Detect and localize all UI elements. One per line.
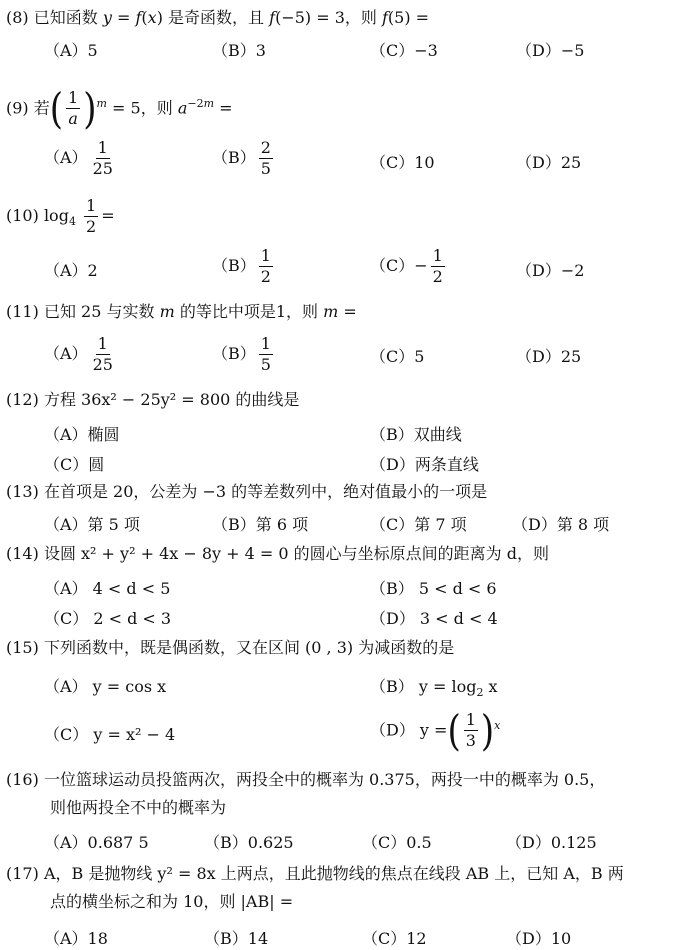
option-b: （B） $\frac{1}{5}$ xyxy=(212,334,271,374)
question-12-stem: (12) 方程 36x² − 25y² = 800 的曲线是 xyxy=(6,390,300,409)
question-9-stem: (9) 若( $\frac{1}{a}$ )$^m$ = 5，则 $a^{-2m}$ = xyxy=(6,83,233,134)
option-c: （C） 2 < d < 3 xyxy=(44,609,172,628)
question-number: (10) xyxy=(6,206,39,225)
option-d: （D）两条直线 xyxy=(370,455,479,474)
option-d: （D）−5 xyxy=(516,41,585,60)
question-number: (11) xyxy=(6,302,39,321)
option-b: （B） $\frac{1}{2}$ xyxy=(212,246,271,286)
option-d: （D）0.125 xyxy=(506,833,597,852)
option-d: （D）10 xyxy=(506,929,572,948)
option-a: （A） y = cos x xyxy=(44,677,167,696)
option-a: （A）椭圆 xyxy=(44,425,120,444)
option-b: （B）双曲线 xyxy=(370,425,462,444)
question-10-stem: (10) $\log_4$ $\frac{1}{2}$ = xyxy=(6,196,115,236)
option-a: （A） 4 < d < 5 xyxy=(44,579,171,598)
option-d: （D） 3 < d < 4 xyxy=(370,609,498,628)
question-number: (15) xyxy=(6,638,39,657)
option-b: （B）第 6 项 xyxy=(212,515,309,534)
question-number: (12) xyxy=(6,390,39,409)
question-17-stem: (17) A，B 是抛物线 y² = 8x 上两点，且此抛物线的焦点在线段 AB 上，已知 A，B 两 xyxy=(6,864,624,883)
option-a: （A）18 xyxy=(44,929,108,948)
option-c: （C）第 7 项 xyxy=(370,515,467,534)
question-number: (9) xyxy=(6,98,29,118)
option-b: （B） 5 < d < 6 xyxy=(370,579,497,598)
option-a: （A）第 5 项 xyxy=(44,515,140,534)
option-c: （C）0.5 xyxy=(362,833,432,852)
option-a: （A） $\frac{1}{25}$ xyxy=(44,138,113,178)
question-13-stem: (13) 在首项是 20，公差为 −3 的等差数列中，绝对值最小的一项是 xyxy=(6,482,488,501)
option-d: （D） y =( $\frac{1}{3}$ )$^x$ xyxy=(370,705,501,756)
question-11-stem: (11) 已知 25 与实数 m 的等比中项是1，则 m = xyxy=(6,302,357,321)
option-d: （D）25 xyxy=(516,153,582,172)
question-number: (17) xyxy=(6,864,39,883)
question-14-stem: (14) 设圆 x² + y² + 4x − 8y + 4 = 0 的圆心与坐标原点间的距离为 d，则 xyxy=(6,544,550,563)
option-c: （C） y = x² − 4 xyxy=(44,725,176,744)
option-b: （B） $y = \log_2 x$ xyxy=(370,677,498,700)
option-b: （B） $\frac{2}{5}$ xyxy=(212,138,271,178)
question-number: (14) xyxy=(6,544,39,563)
question-number: (13) xyxy=(6,482,39,501)
option-a: （A）2 xyxy=(44,261,98,280)
option-a: （A）5 xyxy=(44,41,98,60)
question-17-stem-cont: 点的横坐标之和为 10，则 |AB| = xyxy=(50,892,294,911)
option-d: （D）−2 xyxy=(516,261,585,280)
question-16-stem: (16) 一位篮球运动员投篮两次，两投全中的概率为 0.375，两投一中的概率为 0.5， xyxy=(6,770,606,789)
option-a: （A） $\frac{1}{25}$ xyxy=(44,334,113,374)
option-c: （C）−3 xyxy=(370,41,438,60)
option-b: （B）0.625 xyxy=(204,833,294,852)
option-a: （A）0.687 5 xyxy=(44,833,149,852)
option-b: （B）14 xyxy=(204,929,269,948)
question-number: (8) xyxy=(6,8,29,27)
option-d: （D）25 xyxy=(516,347,582,366)
question-15-stem: (15) 下列函数中，既是偶函数，又在区间 (0 , 3) 为减函数的是 xyxy=(6,638,455,657)
option-b: （B）3 xyxy=(212,41,266,60)
question-16-stem-cont: 则他两投全不中的概率为 xyxy=(50,798,227,817)
option-d: （D）第 8 项 xyxy=(512,515,610,534)
option-c: （C）圆 xyxy=(44,455,105,474)
question-number: (16) xyxy=(6,770,39,789)
option-c: （C）12 xyxy=(362,929,427,948)
option-c: （C）5 xyxy=(370,347,425,366)
option-c: （C）− $\frac{1}{2}$ xyxy=(370,246,443,286)
option-c: （C）10 xyxy=(370,153,435,172)
question-8-stem: (8) 已知函数 y = f(x) 是奇函数，且 f(−5) = 3，则 f(5) = xyxy=(6,8,430,27)
